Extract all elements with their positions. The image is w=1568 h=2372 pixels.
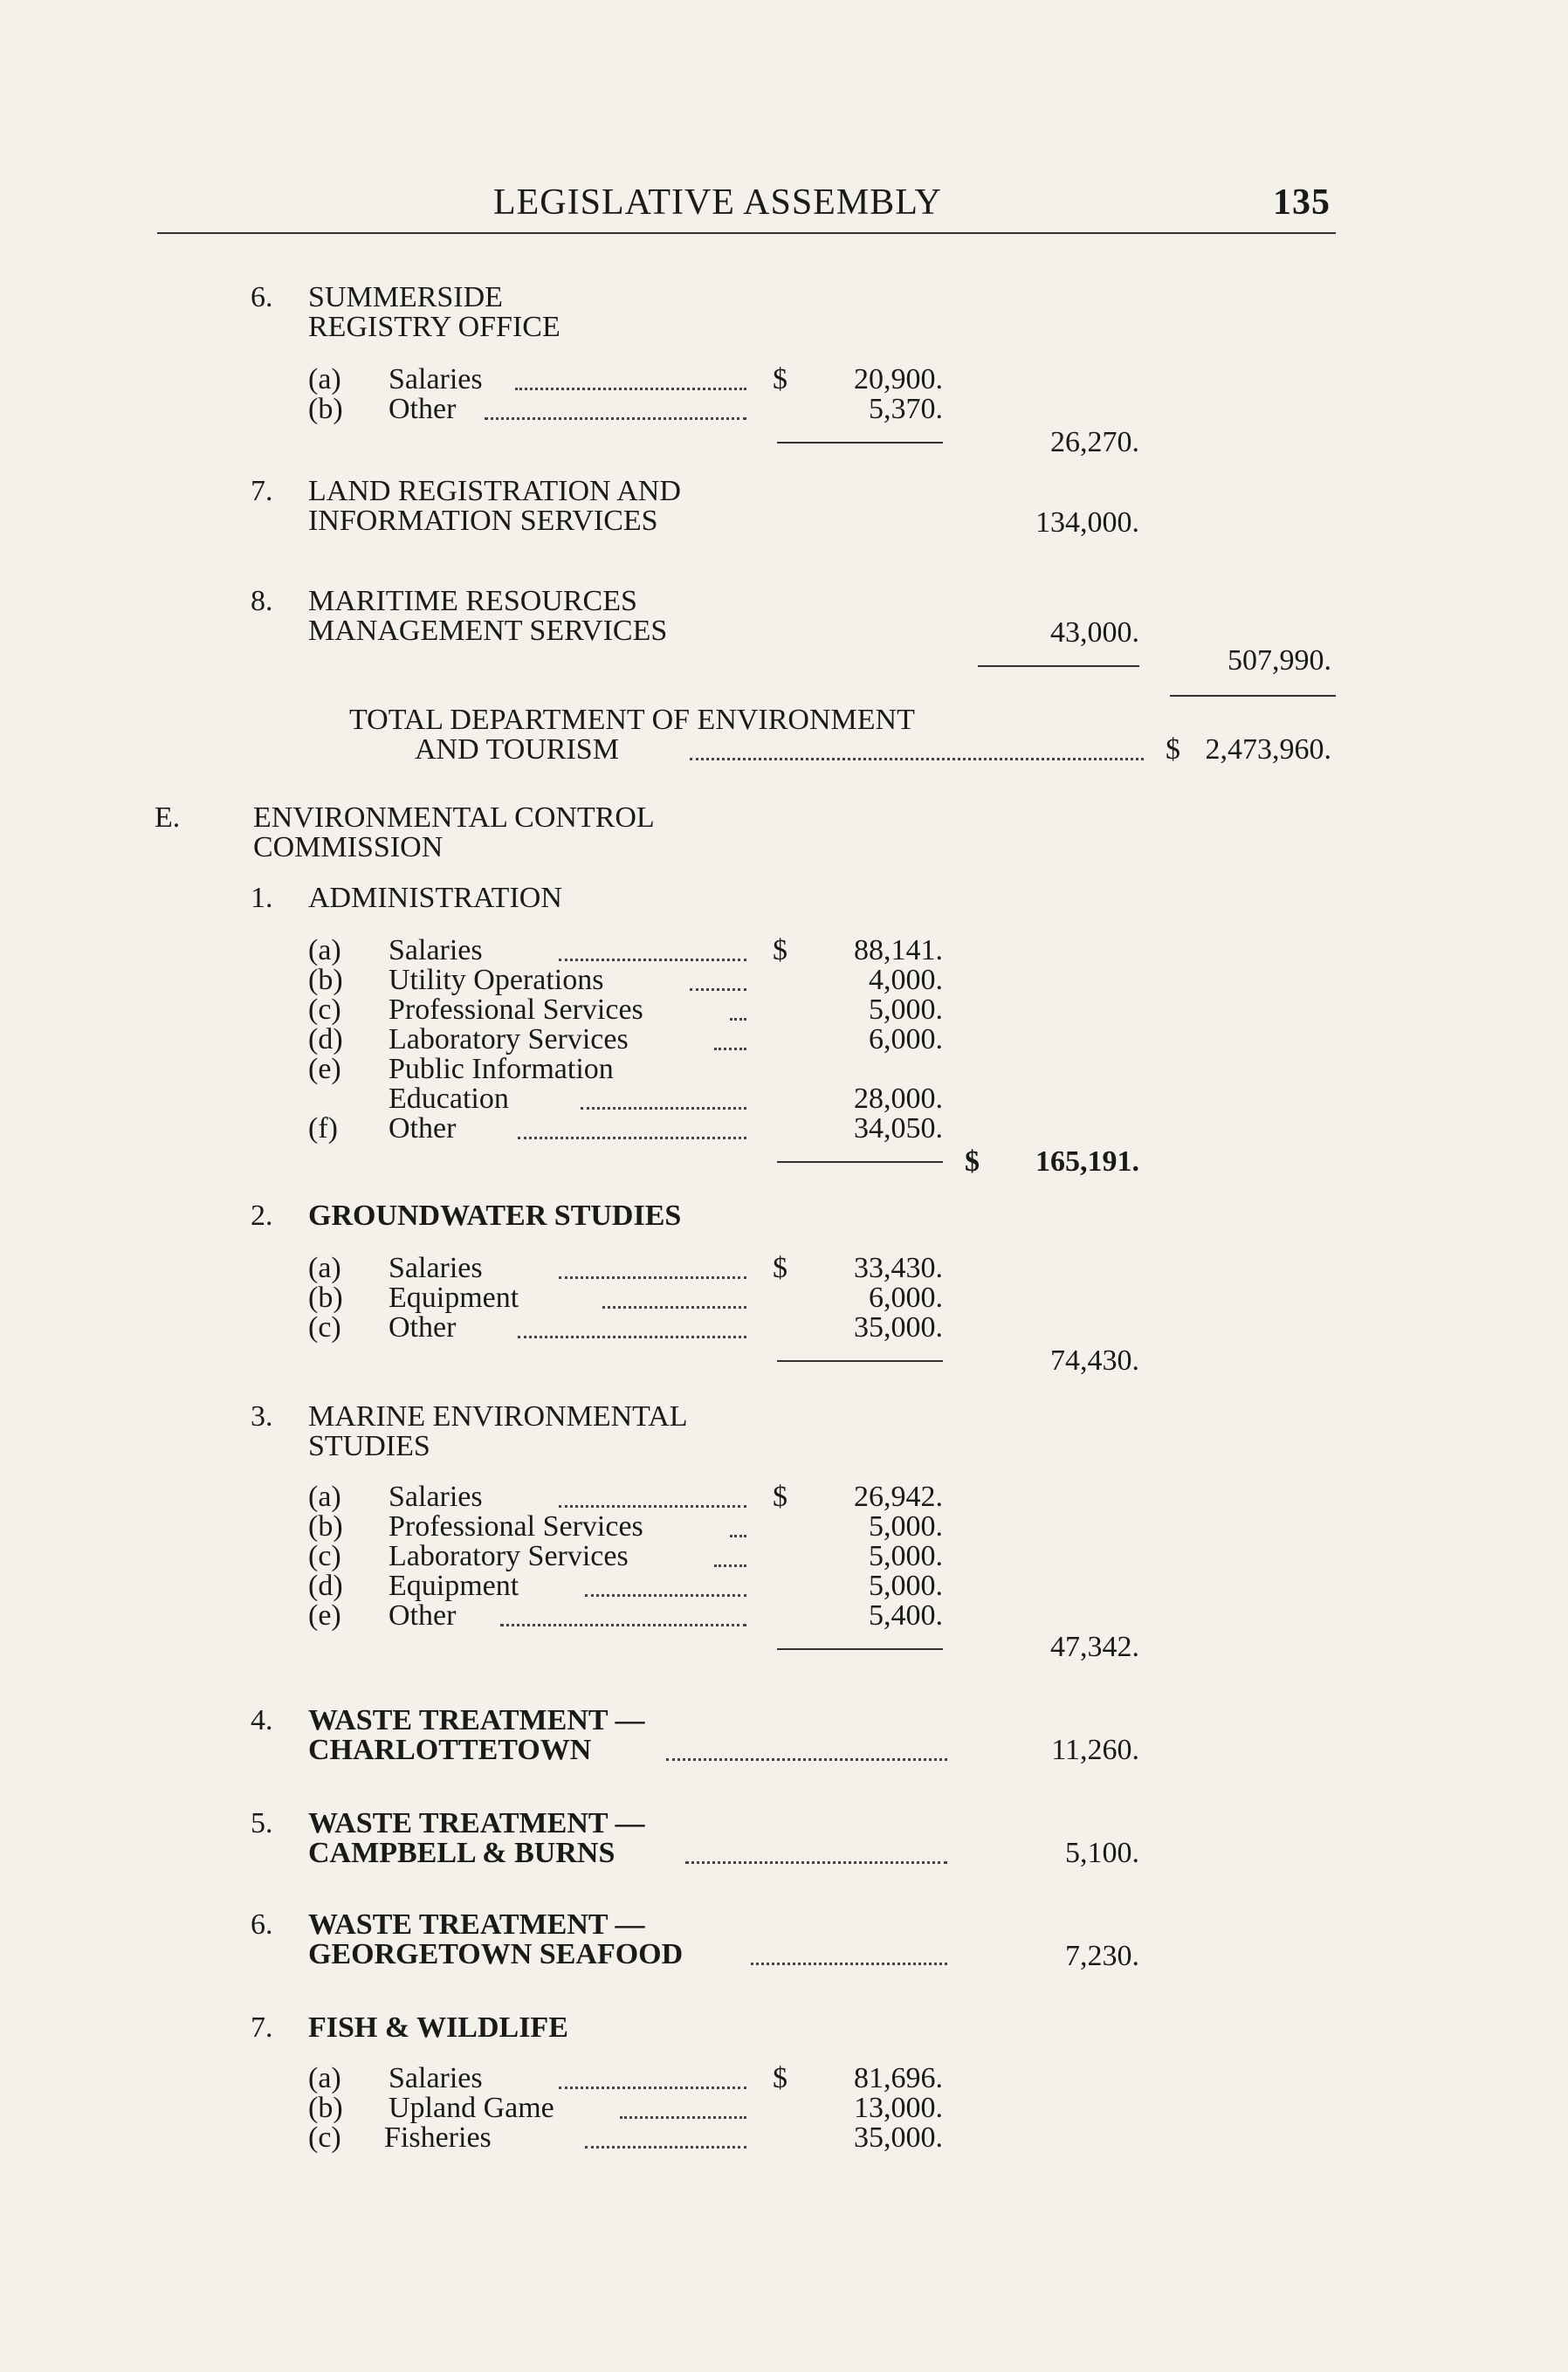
leader-dots <box>730 1018 746 1021</box>
line-amount: 5,370. <box>869 393 943 425</box>
leader-dots <box>690 988 746 991</box>
line-letter: (a) <box>308 1481 341 1513</box>
total-label: TOTAL DEPARTMENT OF ENVIRONMENT <box>349 704 915 736</box>
line-letter: (c) <box>308 1311 341 1344</box>
line-label: Salaries <box>389 934 483 966</box>
item-title: REGISTRY OFFICE <box>308 311 560 343</box>
line-amount: 88,141. <box>854 934 943 966</box>
line-label: Other <box>389 1311 457 1344</box>
leader-dots <box>500 1624 746 1626</box>
line-label: Other <box>389 1112 457 1145</box>
item-number: 1. <box>251 882 273 914</box>
item-amount: 11,260. <box>1051 1734 1139 1766</box>
subtotal-rule <box>777 1161 943 1163</box>
line-label: Laboratory Services <box>389 1023 629 1055</box>
leader-dots <box>559 1276 746 1279</box>
leader-dots <box>690 758 1144 760</box>
subtotal-amount: 165,191. <box>1035 1145 1139 1178</box>
line-label: Utility Operations <box>389 964 604 996</box>
item-amount: 43,000. <box>1050 616 1139 649</box>
item-number: 6. <box>251 1908 273 1941</box>
leader-dots <box>714 1048 746 1050</box>
leader-dots <box>559 1505 746 1508</box>
subtotal-amount: 26,270. <box>1050 426 1139 458</box>
line-label: Salaries <box>389 1481 483 1513</box>
item-number: 3. <box>251 1400 273 1433</box>
line-label: Fisheries <box>384 2121 492 2154</box>
line-letter: (a) <box>308 363 341 395</box>
item-number: 6. <box>251 281 273 313</box>
total-rule <box>1170 695 1336 697</box>
page-header-title: LEGISLATIVE ASSEMBLY <box>493 182 942 223</box>
item-amount: 134,000. <box>1035 506 1139 539</box>
line-letter: (a) <box>308 1252 341 1284</box>
leader-dots <box>518 1336 746 1338</box>
line-letter: (b) <box>308 393 343 425</box>
leader-dots <box>730 1535 746 1537</box>
dollar-sign: $ <box>773 1252 787 1284</box>
item-title: ADMINISTRATION <box>308 882 562 914</box>
item-title: GROUNDWATER STUDIES <box>308 1200 682 1232</box>
leader-dots <box>714 1564 746 1567</box>
item-title: WASTE TREATMENT — <box>308 1807 645 1839</box>
item-title: WASTE TREATMENT — <box>308 1704 645 1736</box>
total-label: AND TOURISM <box>415 733 619 766</box>
division-total: 507,990. <box>1228 644 1331 677</box>
dollar-sign: $ <box>773 2062 787 2094</box>
line-amount: 33,430. <box>854 1252 943 1284</box>
line-amount: 81,696. <box>854 2062 943 2094</box>
leader-dots <box>559 2087 746 2089</box>
line-amount: 35,000. <box>854 2121 943 2154</box>
line-label: Laboratory Services <box>389 1540 629 1572</box>
line-letter: (e) <box>308 1053 341 1085</box>
item-title: FISH & WILDLIFE <box>308 2011 568 2044</box>
subtotal-amount: 74,430. <box>1050 1344 1139 1377</box>
line-amount: 5,000. <box>869 993 943 1026</box>
line-label: Professional Services <box>389 1510 643 1543</box>
leader-dots <box>585 1594 746 1597</box>
line-letter: (e) <box>308 1599 341 1632</box>
line-label: Salaries <box>389 1252 483 1284</box>
line-amount: 6,000. <box>869 1023 943 1055</box>
line-amount: 5,000. <box>869 1510 943 1543</box>
grand-total-amount: 2,473,960. <box>1205 733 1331 766</box>
leader-dots <box>518 1137 746 1139</box>
section-letter: E. <box>155 801 181 834</box>
item-number: 2. <box>251 1200 273 1232</box>
line-label: Salaries <box>389 363 483 395</box>
line-amount: 26,942. <box>854 1481 943 1513</box>
subtotal-rule <box>777 1360 943 1362</box>
line-letter: (d) <box>308 1023 343 1055</box>
section-title: COMMISSION <box>253 831 444 863</box>
section-title: ENVIRONMENTAL CONTROL <box>253 801 655 834</box>
item-number: 4. <box>251 1704 273 1736</box>
subtotal-rule <box>978 665 1139 667</box>
line-label: Public Information <box>389 1053 614 1085</box>
leader-dots <box>685 1861 947 1864</box>
line-amount: 5,400. <box>869 1599 943 1632</box>
leader-dots <box>515 388 746 390</box>
item-title: CHARLOTTETOWN <box>308 1734 592 1766</box>
line-amount: 5,000. <box>869 1570 943 1602</box>
line-letter: (b) <box>308 2092 343 2124</box>
dollar-sign: $ <box>773 934 787 966</box>
dollar-sign: $ <box>1166 733 1180 766</box>
line-letter: (b) <box>308 1282 343 1314</box>
line-letter: (c) <box>308 2121 341 2154</box>
line-amount: 6,000. <box>869 1282 943 1314</box>
leader-dots <box>666 1758 947 1761</box>
line-amount: 34,050. <box>854 1112 943 1145</box>
leader-dots <box>485 417 746 420</box>
item-title: SUMMERSIDE <box>308 281 503 313</box>
leader-dots <box>602 1306 746 1309</box>
item-title: WASTE TREATMENT — <box>308 1908 645 1941</box>
item-title: MARITIME RESOURCES <box>308 585 637 617</box>
dollar-sign: $ <box>965 1145 980 1178</box>
leader-dots <box>620 2116 746 2119</box>
line-label: Education <box>389 1083 509 1115</box>
line-letter: (a) <box>308 934 341 966</box>
subtotal-rule <box>777 442 943 443</box>
line-label: Upland Game <box>389 2092 554 2124</box>
item-number: 7. <box>251 2011 273 2044</box>
leader-dots <box>751 1963 947 1965</box>
line-label: Other <box>389 393 457 425</box>
line-letter: (d) <box>308 1570 343 1602</box>
line-label: Salaries <box>389 2062 483 2094</box>
line-amount: 20,900. <box>854 363 943 395</box>
line-amount: 13,000. <box>854 2092 943 2124</box>
line-letter: (a) <box>308 2062 341 2094</box>
subtotal-rule <box>777 1648 943 1650</box>
line-label: Other <box>389 1599 457 1632</box>
line-letter: (c) <box>308 1540 341 1572</box>
item-title: LAND REGISTRATION AND <box>308 475 681 507</box>
item-title: GEORGETOWN SEAFOOD <box>308 1938 684 1970</box>
header-rule <box>157 232 1336 234</box>
dollar-sign: $ <box>773 363 787 395</box>
line-label: Professional Services <box>389 993 643 1026</box>
line-letter: (b) <box>308 964 343 996</box>
line-amount: 5,000. <box>869 1540 943 1572</box>
item-title: STUDIES <box>308 1430 430 1462</box>
leader-dots <box>581 1107 746 1110</box>
item-number: 5. <box>251 1807 273 1839</box>
leader-dots <box>585 2146 746 2149</box>
item-title: MANAGEMENT SERVICES <box>308 615 668 647</box>
line-amount: 4,000. <box>869 964 943 996</box>
leader-dots <box>559 959 746 961</box>
item-title: INFORMATION SERVICES <box>308 505 658 537</box>
line-label: Equipment <box>389 1570 519 1602</box>
line-amount: 35,000. <box>854 1311 943 1344</box>
line-letter: (c) <box>308 993 341 1026</box>
line-letter: (b) <box>308 1510 343 1543</box>
item-amount: 5,100. <box>1065 1837 1139 1869</box>
item-number: 7. <box>251 475 273 507</box>
page-number: 135 <box>1273 182 1331 223</box>
line-letter: (f) <box>308 1112 338 1145</box>
item-title: MARINE ENVIRONMENTAL <box>308 1400 688 1433</box>
item-number: 8. <box>251 585 273 617</box>
line-label: Equipment <box>389 1282 519 1314</box>
item-title: CAMPBELL & BURNS <box>308 1837 616 1869</box>
dollar-sign: $ <box>773 1481 787 1513</box>
item-amount: 7,230. <box>1065 1940 1139 1972</box>
subtotal-amount: 47,342. <box>1050 1631 1139 1663</box>
line-amount: 28,000. <box>854 1083 943 1115</box>
